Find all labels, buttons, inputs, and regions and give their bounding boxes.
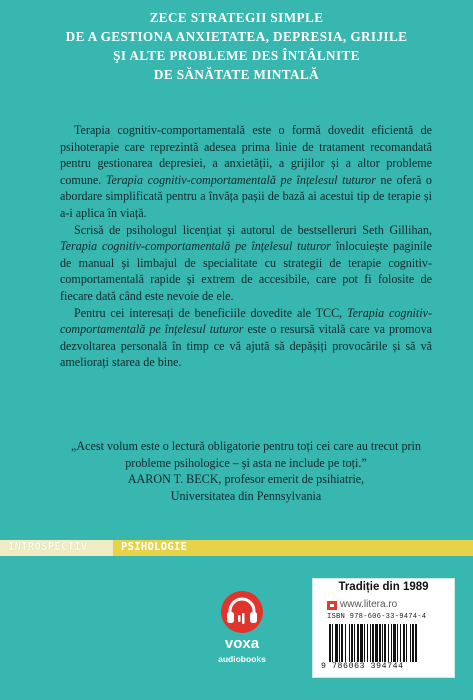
barcode-bar — [412, 624, 414, 662]
barcode-icon — [327, 624, 441, 662]
barcode-bar — [341, 624, 343, 662]
endorsement-quote — [60, 438, 432, 504]
barcode-bar — [332, 624, 333, 662]
description-paragraph-1 — [60, 122, 432, 222]
barcode-bar — [393, 624, 396, 662]
paragraph-text: este o resursă vitală care va promova dezvoltarea personală în timp ce vă ajută să depășiți provocările și să vă ameliorați starea de bine. — [60, 322, 432, 370]
barcode-bar — [354, 624, 355, 662]
barcode-bar — [375, 624, 378, 662]
barcode-bar — [406, 624, 407, 662]
barcode-bar — [349, 624, 350, 662]
description-paragraph-3 — [60, 305, 432, 371]
series-left-label: INTROSPECTIV — [8, 541, 88, 553]
barcode-bar — [410, 624, 411, 662]
quote-affiliation: Universitatea din Pennsylvania — [170, 488, 322, 503]
barcode-bar — [367, 624, 368, 662]
series-left-block — [0, 540, 113, 556]
headline-line-4: DE SĂNĂTATE MINTALĂ — [153, 67, 320, 82]
description-text — [60, 122, 432, 371]
isbn-label: ISBN 978-606-33-9474-4 — [327, 613, 427, 621]
paragraph-text: Pentru cei interesați de beneficiile dovedite ale TCC, — [74, 305, 347, 320]
publisher-tradition: Tradiție din 1989 — [338, 581, 429, 593]
series-right-label: PSIHOLOGIE — [121, 541, 188, 553]
barcode-bar — [357, 624, 359, 662]
barcode-bar — [403, 624, 405, 662]
headline-line-3: ŞI ALTE PROBLEME DES ÎNTÂLNITE — [113, 48, 360, 63]
paragraph-text: Scrisă de psihologul licențiat și autorul de bestselleruri Seth Gillihan, — [74, 222, 432, 237]
paragraph-text: înlocuiește paginile de manual și limbajul de specialitate cu strategii de terapie cognitiv-comportamentală rapide și extrem de accesibile, care pot fi folosite de fiecare dată când este nevoie de ele. — [60, 239, 432, 303]
barcode-bar — [329, 624, 331, 662]
barcode-bar — [345, 624, 346, 662]
book-title-italic: Terapia cognitiv-comportamentală pe înțelesul tuturor — [60, 305, 432, 337]
barcode-bar — [339, 624, 340, 662]
barcode-bar — [370, 624, 371, 662]
barcode-bar — [372, 624, 374, 662]
quote-author: AARON T. BECK, profesor emerit de psihiatrie, — [127, 472, 365, 487]
paragraph-text: ne oferă o abordare simplificată pentru a învăța pașii de bază ai acestui tip de terapie și a-i aplica în viață. — [60, 172, 432, 220]
book-title-italic: Terapia cognitiv-comportamentală pe înțelesul tuturor — [105, 172, 376, 187]
imprint-subtitle: audiobooks — [218, 654, 266, 664]
barcode-bar — [397, 624, 398, 662]
headline-line-2: DE A GESTIONA ANXIETATEA, DEPRESIA, GRIJILE — [65, 29, 408, 44]
headline-line-1: ZECE STRATEGII SIMPLE — [149, 10, 324, 25]
cover-headline — [20, 8, 453, 84]
quote-text: „Acest volum este o lectură obligatorie pentru toți cei care au trecut prin probleme psihologice – și asta ne include pe toți.” — [71, 439, 421, 470]
barcode-bar — [415, 624, 417, 662]
barcode-digits: 9 786063 394744 — [321, 662, 404, 671]
voxa-imprint — [212, 586, 272, 686]
series-bar — [0, 540, 473, 556]
series-right-block — [113, 540, 473, 556]
barcode-bar — [351, 624, 353, 662]
publisher-panel — [312, 578, 455, 678]
litera-logo-icon — [327, 601, 337, 610]
website-row — [327, 599, 441, 613]
paragraph-text: Terapia cognitiv-comportamentală este o formă dovedit eficientă de psihoterapie care reprezintă adesea prima linie de tratament recomandată pentru gestionarea depresiei, a anxietății, a grijilor și a altor probleme comune. — [60, 123, 432, 187]
barcode-bar — [335, 624, 338, 662]
description-paragraph-2 — [60, 222, 432, 305]
barcode-bar — [391, 624, 392, 662]
imprint-name: voxa — [224, 635, 260, 652]
barcode-bar — [388, 624, 389, 662]
barcode-bar — [360, 624, 363, 662]
barcode-bar — [382, 624, 383, 662]
headphones-icon — [217, 586, 267, 634]
barcode-bar — [400, 624, 401, 662]
barcode-bar — [379, 624, 381, 662]
book-title-italic: Terapia cognitiv-comportamentală pe înțelesul tuturor — [60, 239, 331, 254]
barcode-bar — [364, 624, 365, 662]
barcode-bar — [384, 624, 386, 662]
website-link[interactable]: www.litera.ro — [340, 599, 398, 610]
